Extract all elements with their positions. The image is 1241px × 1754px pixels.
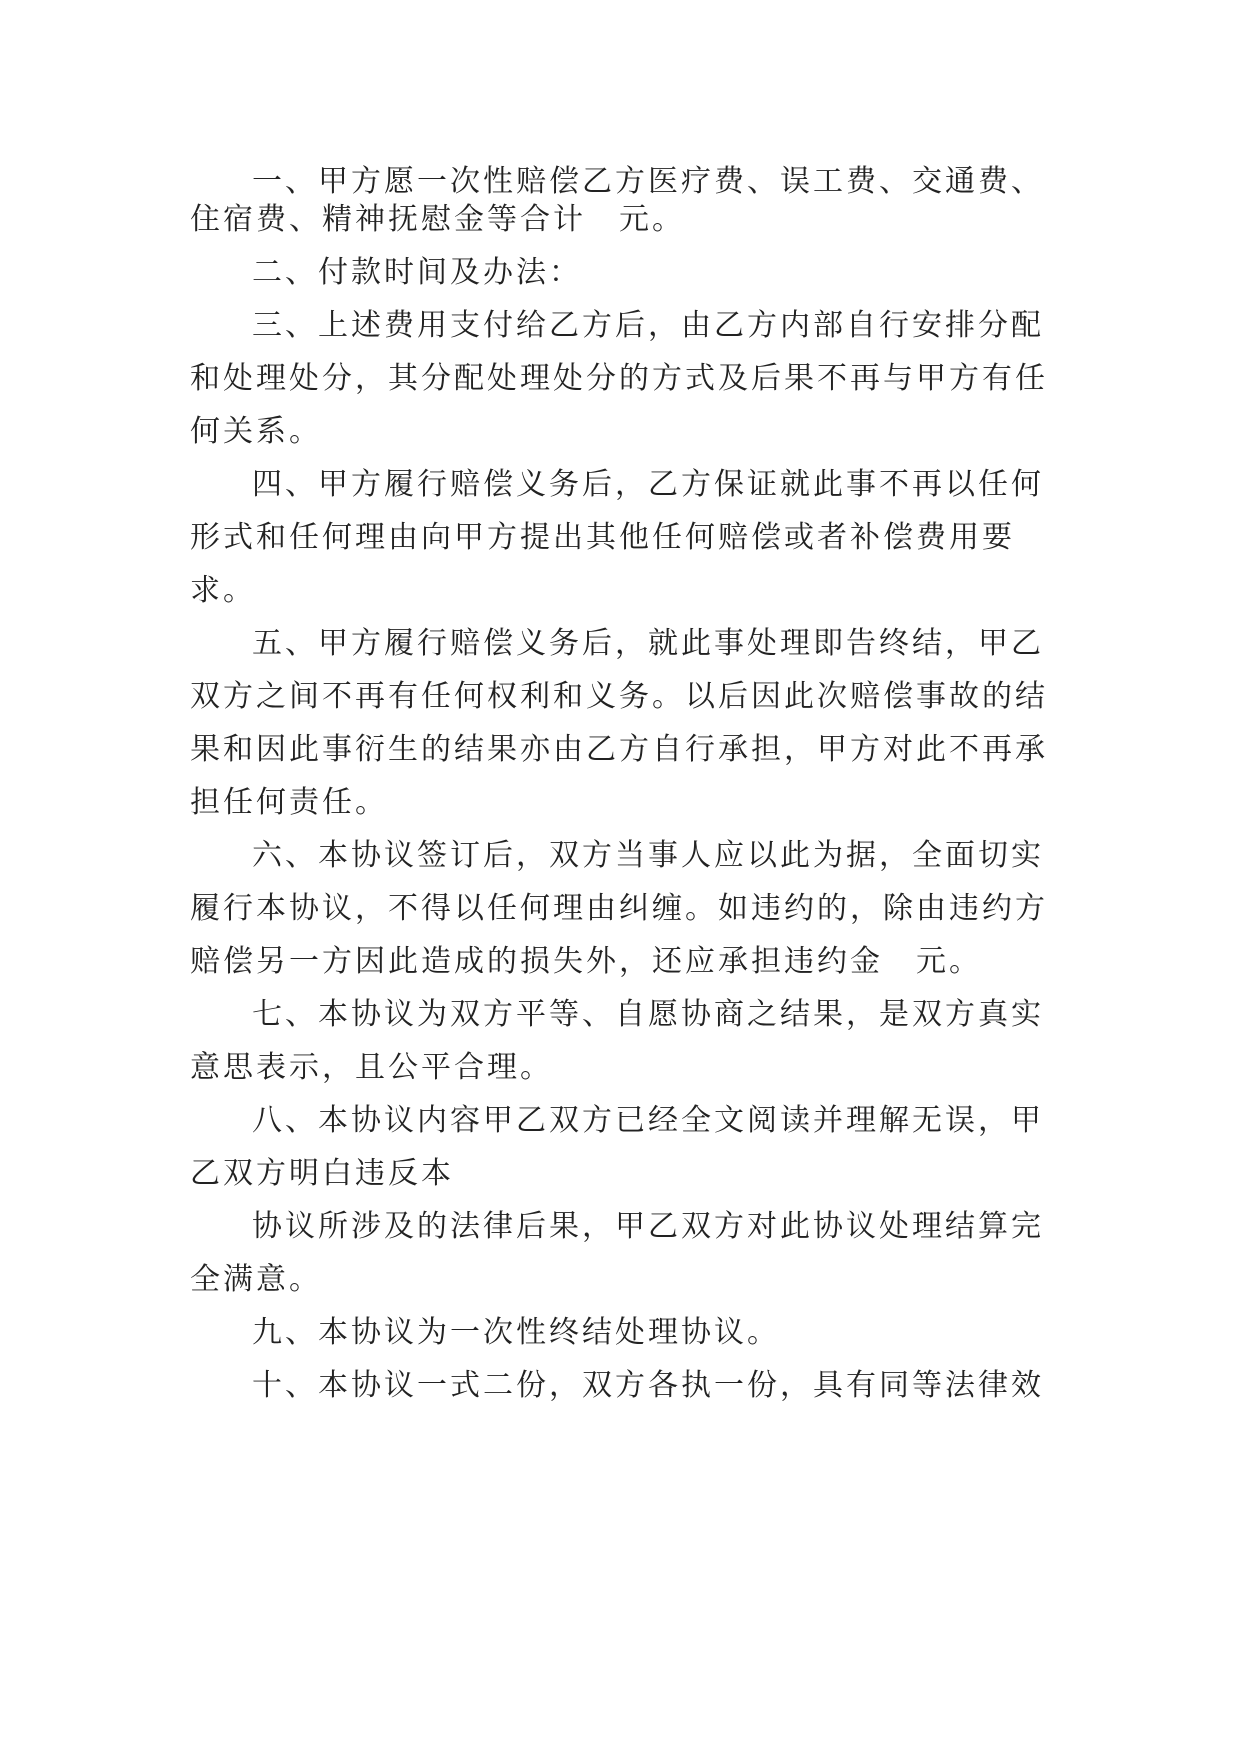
text-line-8: 形式和任何理由向甲方提出其他任何赔偿或者补偿费用要 [190,520,1015,555]
text-line-4: 三、上述费用支付给乙方后，由乙方内部自行安排分配 [252,308,1044,343]
text-line-14: 六、本协议签订后，双方当事人应以此为据，全面切实 [252,838,1044,873]
text-line-1: 一、甲方愿一次性赔偿乙方医疗费、误工费、交通费、 [252,164,1044,199]
text-line-22: 全满意。 [190,1262,322,1297]
text-line-12: 果和因此事衍生的结果亦由乙方自行承担，甲方对此不再承 [190,732,1048,767]
text-line-3: 二、付款时间及办法： [252,255,582,290]
text-line-9: 求。 [190,573,256,608]
text-line-6: 何关系。 [190,414,322,449]
text-line-17: 七、本协议为双方平等、自愿协商之结果，是双方真实 [252,997,1044,1032]
text-line-13: 担任何责任。 [190,785,388,820]
text-line-2: 住宿费、精神抚慰金等合计 元。 [190,202,685,237]
text-line-18: 意思表示，且公平合理。 [190,1050,553,1085]
text-line-24: 十、本协议一式二份，双方各执一份，具有同等法律效 [252,1368,1044,1403]
text-line-23: 九、本协议为一次性终结处理协议。 [252,1315,780,1350]
text-line-21: 协议所涉及的法律后果，甲乙双方对此协议处理结算完 [252,1209,1044,1244]
text-line-20: 乙双方明白违反本 [190,1156,454,1191]
text-line-19: 八、本协议内容甲乙双方已经全文阅读并理解无误，甲 [252,1103,1044,1138]
text-line-11: 双方之间不再有任何权利和义务。以后因此次赔偿事故的结 [190,679,1048,714]
text-line-15: 履行本协议，不得以任何理由纠缠。如违约的，除由违约方 [190,891,1048,926]
text-line-5: 和处理处分，其分配处理处分的方式及后果不再与甲方有任 [190,361,1048,396]
text-line-7: 四、甲方履行赔偿义务后，乙方保证就此事不再以任何 [252,467,1044,502]
text-line-10: 五、甲方履行赔偿义务后，就此事处理即告终结，甲乙 [252,626,1044,661]
text-line-16: 赔偿另一方因此造成的损失外，还应承担违约金 元。 [190,944,982,979]
